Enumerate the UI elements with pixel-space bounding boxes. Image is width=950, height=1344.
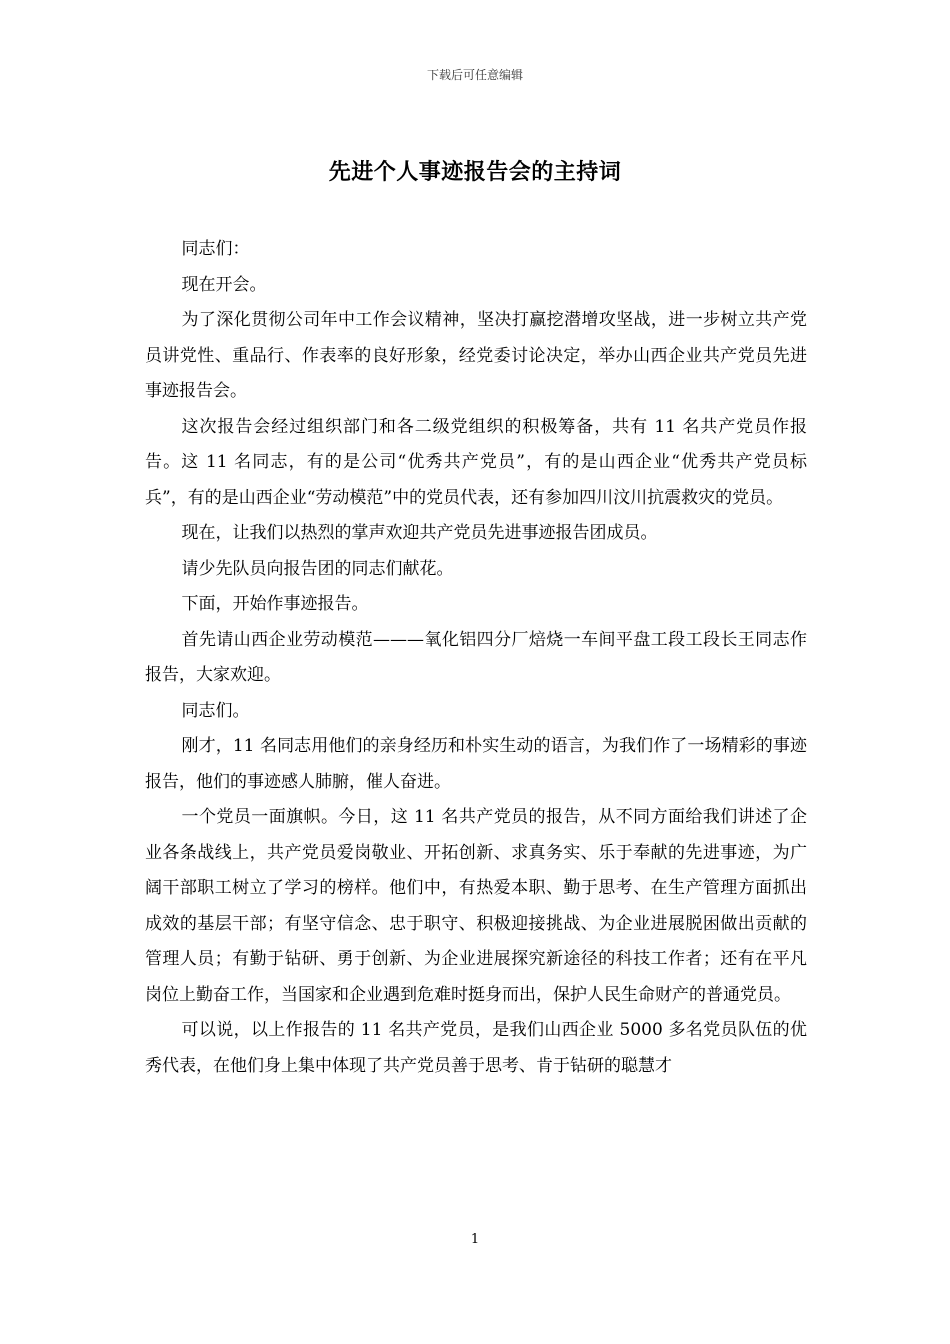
- document-body: [145, 232, 807, 1084]
- paragraph: 刚才，11 名同志用他们的亲身经历和朴实生动的语言，为我们作了一场精彩的事迹报告，他们的事迹感人肺腑，催人奋进。: [145, 736, 807, 792]
- paragraph: 这次报告会经过组织部门和各二级党组织的积极筹备，共有 11 名共产党员作报告。这 11 名同志，有的是公司“优秀共产党员”，有的是山西企业“优秀共产党员标兵”，有的是山西企业“劳动模范”中的党员代表，还有参加四川汶川抗震救灾的党员。: [145, 416, 807, 508]
- page-header: 下载后可任意编辑: [426, 68, 523, 82]
- paragraph: 一个党员一面旗帜。今日，这 11 名共产党员的报告，从不同方面给我们讲述了企业各条战线上，共产党员爱岗敬业、开拓创新、求真务实、乐于奉献的先进事迹，为广阔干部职工树立了学习的榜样。他们中，有热爱本职、勤于思考、在生产管理方面抓出成效的基层干部；有坚守信念、忠于职守、积极迎接挑战、为企业进展脱困做出贡献的管理人员；有勤于钻研、勇于创新、为企业进展探究新途径的科技工作者；还有在平凡岗位上勤奋工作，当国家和企业遇到危难时挺身而出，保护人民生命财产的普通党员。: [145, 807, 807, 1005]
- paragraph: 下面，开始作事迹报告。: [181, 594, 369, 614]
- document-title: 先进个人事迹报告会的主持词: [328, 159, 622, 185]
- paragraph: 请少先队员向报告团的同志们献花。: [181, 558, 454, 579]
- paragraph: 为了深化贯彻公司年中工作会议精神，坚决打赢挖潜增攻坚战，进一步树立共产党员讲党性、重品行、作表率的良好形象，经党委讨论决定，举办山西企业共产党员先进事迹报告会。: [145, 310, 807, 401]
- page-number: 1: [470, 1232, 480, 1247]
- paragraph: 同志们。: [181, 700, 250, 721]
- paragraph: 同志们：: [181, 239, 250, 259]
- paragraph: 可以说，以上作报告的 11 名共产党员，是我们山西企业 5000 多名党员队伍的优秀代表，在他们身上集中体现了共产党员善于思考、肯于钻研的聪慧才: [145, 1020, 807, 1076]
- paragraph: 首先请山西企业劳动模范———氧化铝四分厂焙烧一车间平盘工段工段长王同志作报告，大家欢迎。: [145, 629, 807, 685]
- paragraph: 现在，让我们以热烈的掌声欢迎共产党员先进事迹报告团成员。: [181, 523, 658, 543]
- paragraph: 现在开会。: [181, 274, 267, 295]
